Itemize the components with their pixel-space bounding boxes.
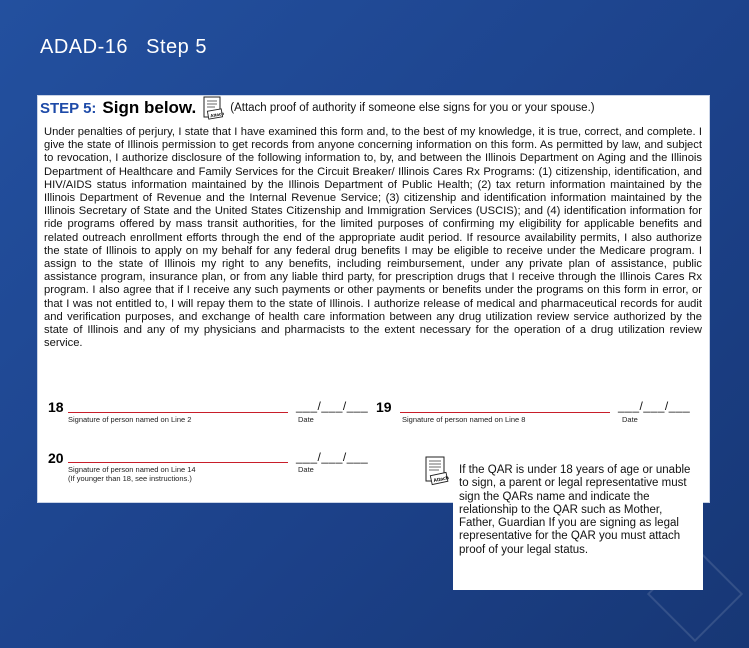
attach-document-icon	[202, 96, 224, 120]
qar-attach-icon-text: Attach	[432, 475, 450, 485]
step-label: STEP 5:	[40, 99, 97, 117]
line-20-signature-field[interactable]	[68, 462, 288, 463]
line-18-date-label: Date	[298, 415, 314, 424]
qar-attach-document-icon	[424, 456, 450, 486]
line-19-signature-field[interactable]	[400, 412, 610, 413]
perjury-declaration: Under penalties of perjury, I state that I have examined this form and, to the best of my knowledge, it is true, correct, and complete. I give the state of Illinois permission to get records from anyone concerning information on this form. As permitted by law, and subject to revocation, I authorize disclosure of the following information to, by, and between the Illinois Department on Aging and the Illinois Department of Healthcare and Family Services for the Circuit Breaker/ Illinois Cares Rx Programs: (1) citizenship, identification, and HIV/AIDS status information maintained by the Illinois Department of Public Health; (2) tax return information maintained by the Illinois Department of Revenue and the Internal Revenue Service; (3) citizenship and identification information maintained by the Illinois Secretary of State and the United States Citizenship and Immigration Services (USCIS); and (4) identification information for ride programs offered by mass transit authorities, for the limited purposes of confirming my eligibility for applicable benefits and related outreach enrollment efforts through the end of the appropriate audit period. If resource availability permits, I also authorize the state of Illinois to apply on my behalf for any federal drug benefits I may be eligible to receive under the Medicare program. I assign to the state of Illinois my right to any benefits, including reimbursement, under any private plan of assistance, public assistance program, insurance plan, or from any liable third party, for prescription drugs that I receive through the Illinois Cares Rx program. I also agree that if I receive any such payments or other payments or benefits under the programs on this form in error, or that I was not entitled to, I will repay them to the state of Illinois. I authorize release of medical and pharmaceutical records for audit and verification purposes, and exchange of health care information between any drug utilization review service authorized by the state of Illinois and any of my physicians and pharmacists to the extent necessary for the operation of a drug utilization review service.	[44, 126, 702, 350]
line-19-signature-label: Signature of person named on Line 8	[402, 415, 526, 424]
line-19-date-field[interactable]: ___/___/___	[618, 399, 691, 413]
step-note: (Attach proof of authority if someone else signs for you or your spouse.)	[230, 102, 595, 114]
line-20-number: 20	[48, 450, 64, 466]
step-heading: Sign below.	[102, 98, 197, 117]
slide-title: ADAD-16 Step 5	[40, 36, 207, 58]
step-header	[40, 98, 595, 118]
line-20-date-label: Date	[298, 465, 314, 474]
line-20-date-field[interactable]: ___/___/___	[296, 450, 369, 464]
attach-icon-text: Attach	[210, 110, 225, 119]
line-18-signature-field[interactable]	[68, 412, 288, 413]
line-18-number: 18	[48, 399, 64, 415]
form-document	[38, 96, 709, 502]
line-18-date-field[interactable]: ___/___/___	[296, 399, 369, 413]
line-19-number: 19	[376, 399, 392, 415]
line-20-signature-label: Signature of person named on Line 14 (If younger than 18, see instructions.)	[68, 465, 196, 483]
line-18-signature-label: Signature of person named on Line 2	[68, 415, 192, 424]
line-19-date-label: Date	[622, 415, 638, 424]
qar-note-box	[453, 460, 703, 590]
qar-note-text: If the QAR is under 18 years of age or unable to sign, a parent or legal representative must sign the QARs name and indicate the relationship to the QAR such as Mother, Father, Guardian If you are signing as legal representative for the QAR you must attach proof of your legal status.	[459, 464, 691, 556]
